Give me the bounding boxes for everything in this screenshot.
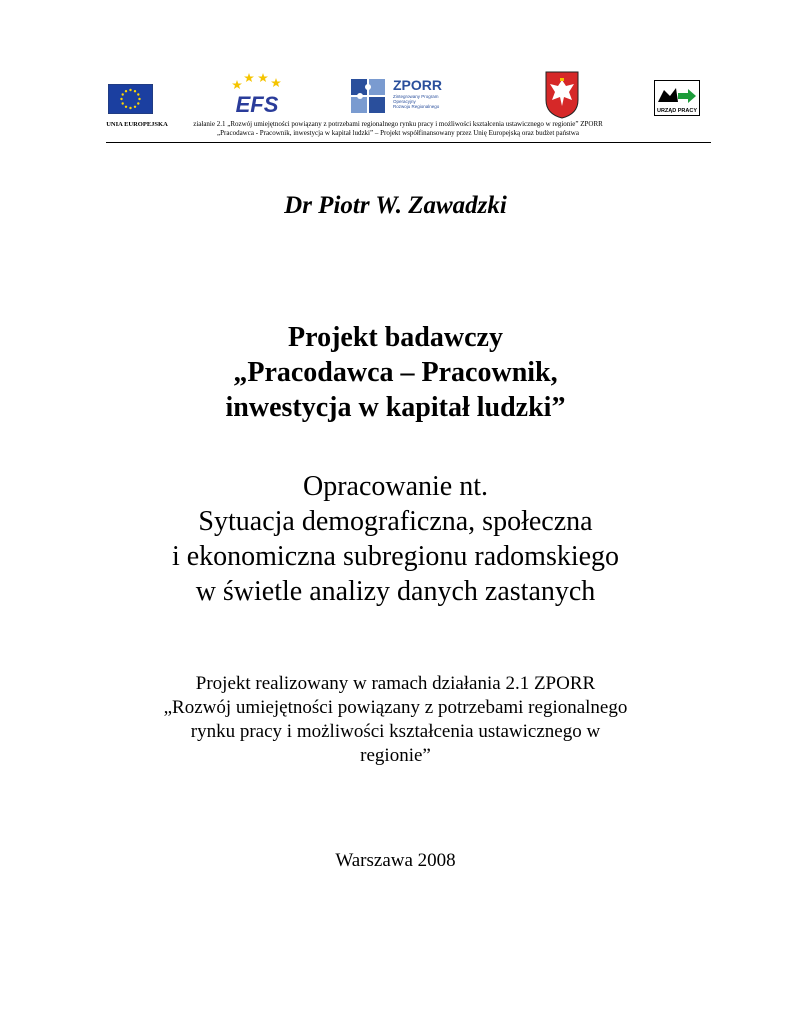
mazowsze-coat-of-arms-icon xyxy=(544,70,580,120)
project-line: „Rozwój umiejętności powiązany z potrzebami regionalnego xyxy=(163,697,628,718)
svg-text:Rozwoju Regionalnego: Rozwoju Regionalnego xyxy=(393,104,440,109)
title-line: Projekt badawczy xyxy=(288,322,503,353)
svg-text:ZPORR: ZPORR xyxy=(393,77,442,93)
header-note xyxy=(183,120,613,138)
svg-text:EFS: EFS xyxy=(235,92,279,116)
title-line: „Pracodawca – Pracownik, xyxy=(233,357,558,388)
document-title xyxy=(0,320,791,425)
document-subtitle xyxy=(0,469,791,609)
project-description xyxy=(0,672,791,768)
subtitle-line: w świetle analizy danych zastanych xyxy=(195,576,596,607)
eu-flag-icon xyxy=(108,84,153,114)
title-line: inwestycja w kapitał ludzki” xyxy=(225,392,566,423)
place-date: Warszawa 2008 xyxy=(335,850,456,871)
subtitle-line: i ekonomiczna subregionu radomskiego xyxy=(171,541,620,572)
subtitle-line: Opracowanie nt. xyxy=(302,471,489,502)
project-line: Projekt realizowany w ramach działania 2.1 ZPORR xyxy=(195,673,596,694)
project-line: regionie” xyxy=(360,745,431,766)
project-line: rynku pracy i możliwości kształcenia ustawicznego w xyxy=(190,721,601,742)
svg-text:Operacyjny: Operacyjny xyxy=(393,99,416,104)
svg-text:Zintegrowany Program: Zintegrowany Program xyxy=(393,94,439,99)
header-note-line: ziałanie 2.1 „Rozwój umiejętności powiązany z potrzebami regionalnego rynku pracy i możliwości kształcenia ustawicznego w regionie” ZPORR xyxy=(193,120,603,128)
urzad-pracy-logo xyxy=(654,80,700,116)
efs-logo xyxy=(225,70,290,116)
header-rule xyxy=(106,142,711,143)
logo-bar xyxy=(0,70,791,120)
svg-text:URZĄD PRACY: URZĄD PRACY xyxy=(656,108,698,114)
zporr-logo xyxy=(349,75,459,117)
subtitle-line: Sytuacja demograficzna, społeczna xyxy=(198,506,593,537)
eu-caption: UNIA EUROPEJSKA xyxy=(106,121,168,128)
author-name: Dr Piotr W. Zawadzki xyxy=(284,192,507,219)
header-note-line: „Pracodawca - Pracownik, inwestycja w kapitał ludzki” – Projekt współfinansowany przez Unię Europejską oraz budżet państwa xyxy=(217,129,579,137)
